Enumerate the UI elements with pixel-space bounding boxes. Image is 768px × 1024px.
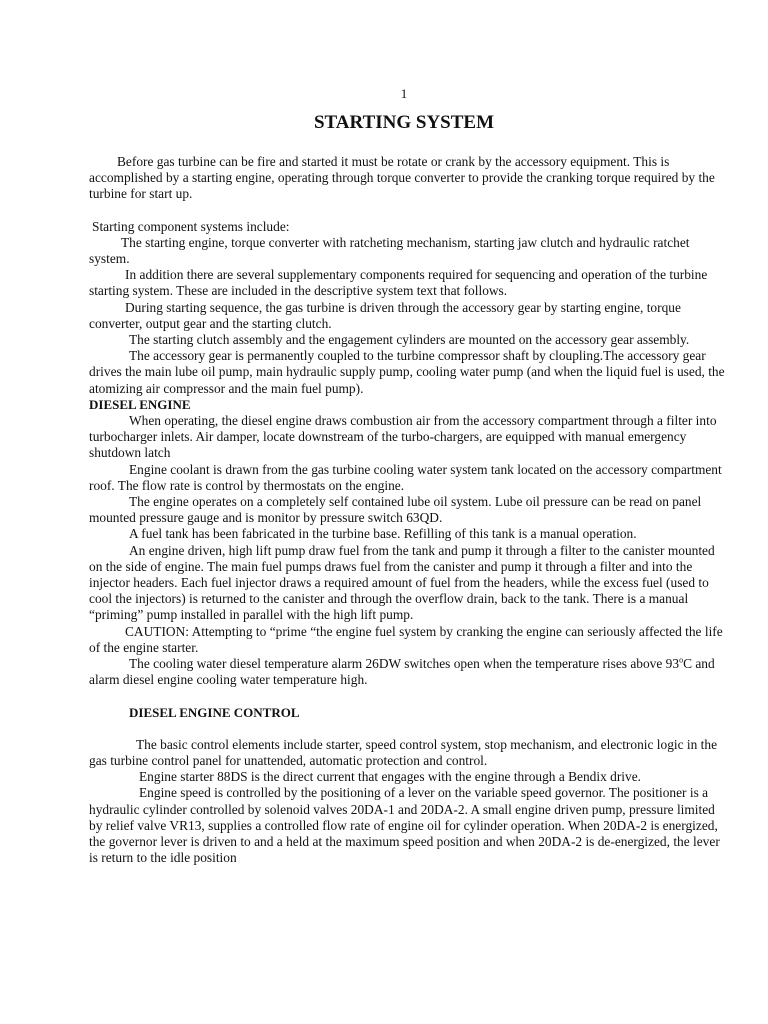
diesel-paragraph-5: An engine driven, high lift pump draw fuel from the tank and pump it through a filter to the canister mounted on the side of engine. The main fuel pumps draws fuel from the canister and pump it through a filter and into the injector headers. Each fuel injector draws a required amount of fuel from the headers, while the excess fuel (used to cool the injectors) is returned to the canister and through the overflow drain, back to the tank. There is a manual “priming” pump installed in parallel with the high lift pump. (89, 542, 715, 623)
diesel-paragraph-7 (89, 656, 725, 688)
intro-paragraph-6: The starting clutch assembly and the engagement cylinders are mounted on the accessory gear assembly. (129, 332, 690, 348)
intro-paragraph-1: Before gas turbine can be fire and started it must be rotate or crank by the accessory equipment. This is accomplished by a starting engine, operating through torque converter to provide the cranking torque required by the turbine for start up. (89, 154, 715, 202)
intro-paragraph-2: Starting component systems include: (92, 218, 290, 234)
page-number: 1 (400, 86, 408, 101)
diesel-paragraph-6: CAUTION: Attempting to “prime “the engine fuel system by cranking the engine can seriously affected the life of the engine starter. (89, 623, 723, 655)
diesel-paragraph-3: The engine operates on a completely self contained lube oil system. Lube oil pressure can be read on panel mounted pressure gauge and is monitor by pressure switch 63QD. (89, 494, 702, 526)
intro-paragraph-7: The accessory gear is permanently coupled to the turbine compressor shaft by cloupling.The accessory gear drives the main lube oil pump, main hydraulic supply pump, cooling water pump (and when the liquid fuel is used, the atomizing air compressor and the main fuel pump). (89, 348, 725, 396)
diesel-paragraph-7-text: The cooling water diesel temperature alarm 26DW switches open when the temperature rises above 93 (129, 656, 680, 672)
diesel-paragraph-1: When operating, the diesel engine draws combustion air from the accessory compartment through a filter into turbocharger inlets. Air damper, locate downstream of the turbo-chargers, are equipped with manual emergency shutdown latch (89, 413, 717, 461)
diesel-paragraph-2: Engine coolant is drawn from the gas turbine cooling water system tank located on the accessory compartment roof. The flow rate is control by thermostats on the engine. (89, 461, 722, 493)
section-heading-diesel-engine: DIESEL ENGINE (89, 396, 191, 412)
control-paragraph-3: Engine speed is controlled by the positioning of a lever on the variable speed governor. The positioner is a hydraulic cylinder controlled by solenoid valves 20DA-1 and 20DA-2. A small engine driven pump, pressure limited by relief valve VR13, supplies a controlled flow rate of engine oil for cylinder operation. When 20DA-2 is energized, the governor lever is driven to and a held at the maximum speed position and when 20DA-2 is de-energized, the lever is return to the idle position (89, 785, 720, 866)
document-body (89, 154, 725, 866)
control-paragraph-2: Engine starter 88DS is the direct current that engages with the engine through a Bendix drive. (139, 769, 642, 785)
intro-paragraph-3: The starting engine, torque converter with ratcheting mechanism, starting jaw clutch and hydraulic ratchet system. (89, 234, 690, 267)
diesel-paragraph-7-tail: C and alarm diesel engine cooling water temperature high. (89, 656, 715, 688)
page-title: STARTING SYSTEM (313, 112, 495, 133)
spacer (89, 689, 725, 705)
intro-paragraph-4: In addition there are several supplementary components required for sequencing and operation of the turbine starting system. These are included in the descriptive system text that follows. (89, 267, 708, 299)
diesel-paragraph-4: A fuel tank has been fabricated in the turbine base. Refilling of this tank is a manual operation. (129, 526, 637, 542)
control-paragraph-1: The basic control elements include starter, speed control system, stop mechanism, and electronic logic in the gas turbine control panel for unattended, automatic protection and control. (89, 736, 718, 768)
spacer (89, 721, 725, 737)
intro-paragraph-5: During starting sequence, the gas turbine is driven through the accessory gear by starting engine, torque converter, output gear and the starting clutch. (89, 299, 681, 331)
degree-superscript: o (679, 655, 684, 665)
spacer (89, 203, 725, 219)
section-heading-diesel-engine-control: DIESEL ENGINE CONTROL (129, 704, 300, 720)
